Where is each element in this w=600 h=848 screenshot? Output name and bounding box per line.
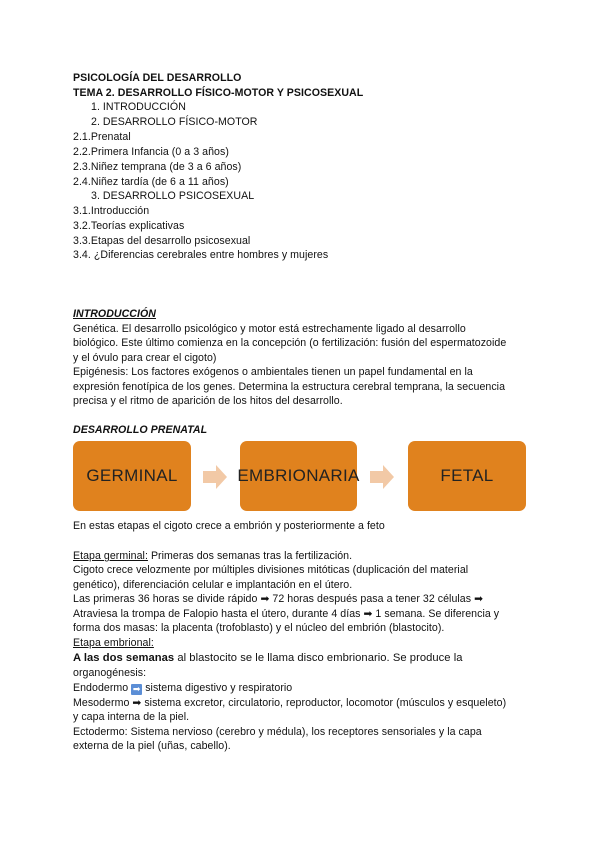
paragraph-line — [73, 681, 292, 695]
bold-text: A las dos semanas — [73, 652, 175, 664]
document-subtitle: TEMA 2. DESARROLLO FÍSICO-MOTOR Y PSICOSEXUAL — [73, 87, 364, 99]
paragraph-line — [73, 696, 506, 710]
paragraph-line: expresión fenotípica de los genes. Determina la estructura cerebral temprana, la secuencia — [73, 381, 506, 393]
toc-subitem: 2.4.Niñez tardía (de 6 a 11 años) — [73, 176, 229, 188]
stage-box-embrionaria: EMBRIONARIA — [240, 441, 357, 511]
paragraph-line: precisa y el ritmo de aparición de los hitos del desarrollo. — [73, 395, 343, 407]
paragraph-line: y el óvulo para crear el cigoto) — [73, 352, 217, 364]
toc-item: 2. DESARROLLO FÍSICO-MOTOR — [91, 116, 258, 128]
stage-label: Etapa germinal: — [73, 550, 148, 562]
toc-subitem: 3.2.Teorías explicativas — [73, 220, 185, 232]
paragraph-text: Mesodermo — [73, 697, 133, 709]
paragraph-line: Cigoto crece velozmente por múltiples divisiones mitóticas (duplicación del material — [73, 564, 469, 576]
toc-subitem: 2.3.Niñez temprana (de 3 a 6 años) — [73, 161, 242, 173]
paragraph-line: y capa interna de la piel. — [73, 711, 190, 723]
arrow-right-icon: ➡ — [474, 593, 484, 605]
arrow-right-icon: ➡ — [132, 697, 142, 709]
paragraph-text: 1 semana. Se diferencia y — [372, 608, 500, 620]
paragraph-text: al blastocito se le llama disco embrionario. Se produce la — [174, 652, 463, 664]
toc-subitem: 3.4. ¿Diferencias cerebrales entre hombres y mujeres — [73, 249, 329, 261]
paragraph-text: 72 horas después pasa a tener 32 células — [269, 593, 475, 605]
paragraph-line: Ectodermo: Sistema nervioso (cerebro y médula), los receptores sensoriales y la capa — [73, 726, 482, 738]
arrow-right-icon: ➡ — [363, 608, 373, 620]
paragraph-line: Genética. El desarrollo psicológico y motor está estrechamente ligado al desarrollo — [73, 323, 466, 335]
toc-item: 1. INTRODUCCIÓN — [91, 101, 186, 113]
paragraph-text: Endodermo — [73, 682, 132, 694]
arrow-right-box-icon: ➡ — [132, 684, 141, 694]
stage-box-germinal: GERMINAL — [73, 441, 191, 511]
paragraph-line: organogénesis: — [73, 667, 147, 679]
paragraph-line: forma dos masas: la placenta (trofoblasto) y el núcleo del embrión (blastocito). — [73, 622, 445, 634]
paragraph-text: Las primeras 36 horas se divide rápido — [73, 593, 261, 605]
stage-box-fetal: FETAL — [408, 441, 526, 511]
paragraph-text: Atraviesa la trompa de Falopio hasta el útero, durante 4 días — [73, 608, 364, 620]
paragraph-line: externa de la piel (uñas, cabello). — [73, 740, 231, 752]
toc-subitem: 2.1.Prenatal — [73, 131, 131, 143]
paragraph-line — [73, 592, 483, 606]
toc-subitem: 3.3.Etapas del desarrollo psicosexual — [73, 235, 251, 247]
paragraph-line — [73, 549, 352, 563]
paragraph-line: biológico. Este último comienza en la concepción (o fertilización: fusión del espermatozoide — [73, 337, 507, 349]
diagram-caption: En estas etapas el cigoto crece a embrión y posteriormente a feto — [73, 520, 385, 532]
arrow-right-icon: ➡ — [260, 593, 270, 605]
paragraph-text: sistema excretor, circulatorio, reproductor, locomotor (músculos y esqueleto) — [141, 697, 507, 709]
paragraph-line — [73, 651, 463, 665]
paragraph-text: sistema digestivo y respiratorio — [142, 682, 293, 694]
toc-subitem: 3.1.Introducción — [73, 205, 150, 217]
document-title: PSICOLOGÍA DEL DESARROLLO — [73, 72, 242, 84]
section-heading: INTRODUCCIÓN — [73, 308, 156, 320]
paragraph-line — [73, 607, 499, 621]
paragraph-text: Primeras dos semanas tras la fertilización. — [147, 550, 353, 562]
stage-label: Etapa embrional: — [73, 637, 154, 649]
paragraph-line: Epigénesis: Los factores exógenos o ambientales tienen un papel fundamental en la — [73, 366, 473, 378]
toc-subitem: 2.2.Primera Infancia (0 a 3 años) — [73, 146, 229, 158]
section-heading: DESARROLLO PRENATAL — [73, 424, 208, 436]
paragraph-line: genético), diferenciación celular e implantación en el útero. — [73, 579, 353, 591]
toc-item: 3. DESARROLLO PSICOSEXUAL — [91, 190, 255, 202]
